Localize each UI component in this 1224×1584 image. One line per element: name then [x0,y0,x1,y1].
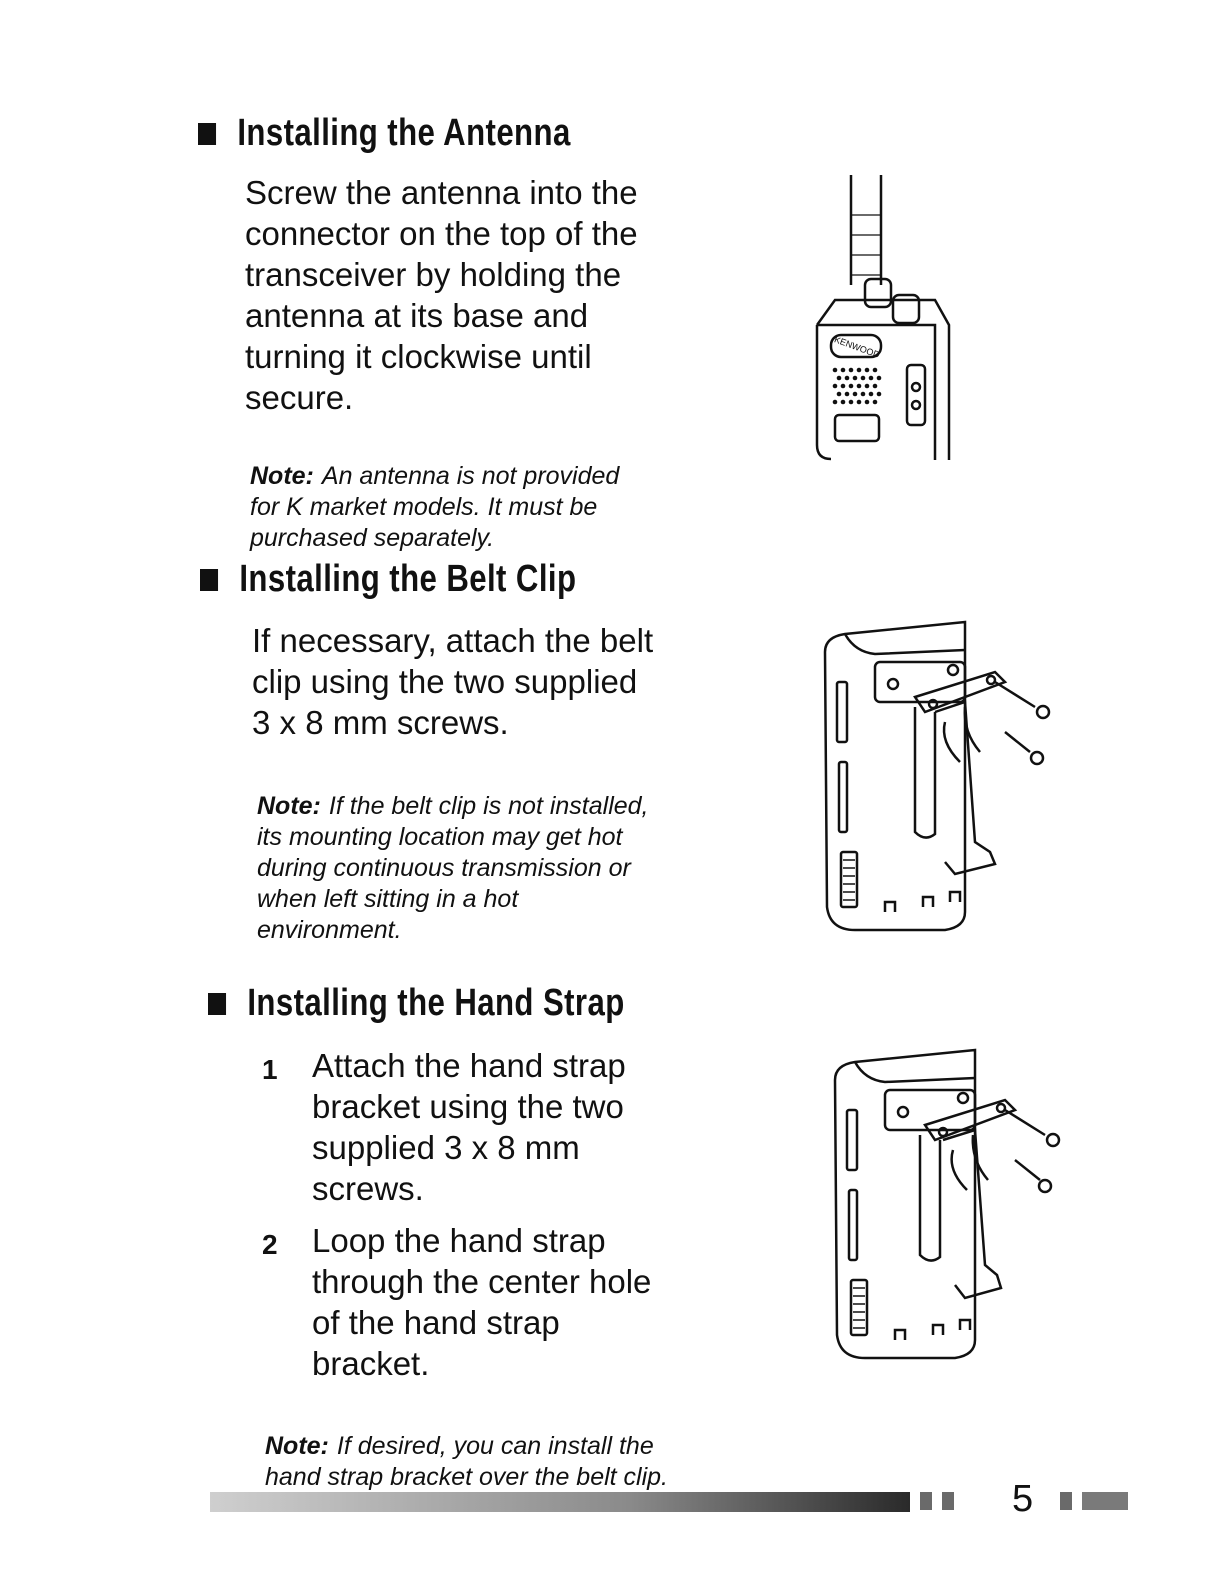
section-heading [208,982,625,1025]
belt-clip-illustration [815,612,1065,937]
belt-clip-section [200,558,659,601]
belt-clip-instructions: If necessary, attach the belt clip using the two supplied 3 x 8 mm screws. [252,622,654,741]
belt-clip-note [257,760,727,946]
section-heading [200,558,576,601]
section-heading [198,112,571,155]
hand-strap-section [208,982,716,1025]
brand-mark: KENWOOD [832,334,882,361]
note-text: If the belt clip is not installed, its mounting location may get hot during continuous transmission or when left sitting in a hot environment. [257,792,649,944]
note-label: Note: [265,1432,329,1460]
step-item [262,1220,742,1390]
section-title: Installing the Belt Clip [239,558,577,600]
hand-strap-note [265,1400,785,1493]
step-text: Attach the hand strap bracket using the two supplied 3 x 8 mm screws. [312,1047,626,1207]
hand-strap-bracket-illustration [825,1040,1075,1365]
step-number: 1 [262,1054,278,1085]
bullet-square-icon [198,123,216,145]
bullet-square-icon [208,993,226,1015]
footer-decorative-bar [210,1490,930,1514]
footer-block [942,1492,954,1510]
page-number: 5 [1012,1478,1034,1520]
bullet-square-icon [200,569,218,591]
section-title: Installing the Antenna [237,112,571,154]
section-title: Installing the Hand Strap [247,982,625,1024]
note-text: If desired, you can install the hand strap bracket over the belt clip. [265,1432,669,1491]
note-label: Note: [250,462,314,490]
step-item [262,1045,742,1215]
footer-block [1082,1492,1128,1510]
radio-with-antenna-illustration [805,175,955,465]
footer-block [920,1492,932,1510]
note-label: Note: [257,792,321,820]
antenna-instructions: Screw the antenna into the connector on the top of the transceiver by holding the antenna at its base and turning it clockwise until secure. [245,174,638,416]
antenna-section [198,112,653,155]
antenna-note [250,430,720,554]
step-text: Loop the hand strap through the center hole of the hand strap bracket. [312,1222,652,1382]
step-number: 2 [262,1229,278,1260]
footer-block [1060,1492,1072,1510]
note-text: An antenna is not provided for K market models. It must be purchased separately. [250,462,620,552]
